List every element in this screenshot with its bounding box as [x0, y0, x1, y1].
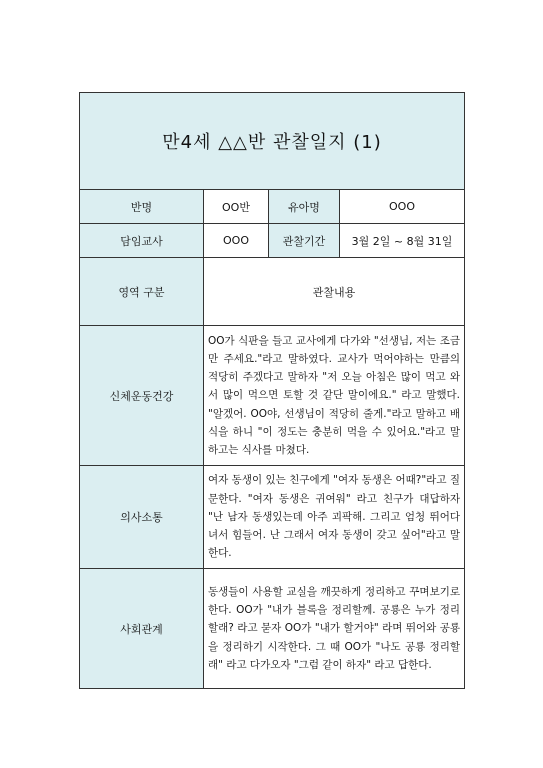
- table-row: [80, 466, 465, 569]
- teacher-label: 담임교사: [80, 224, 204, 258]
- observation-journal: [79, 92, 464, 689]
- area-communication: 의사소통: [80, 466, 204, 569]
- period-label: 관찰기간: [269, 224, 340, 258]
- class-label: 반명: [80, 190, 204, 224]
- table-row: [80, 326, 465, 466]
- observation-text: OO가 식판을 들고 교사에게 다가와 "선생님, 저는 조금만 주세요."라고 말하였다. 교사가 먹어야하는 만큼의 적당히 주겠다고 말하자 "저 오늘 아침은 많이 먹고 와서 많이 먹으면 토할 것 같단 말이에요." 라고 말했다. "알겠어. OO야, 선생님이 적당히 줄게."라고 말하고 배식을 하니 "이 정도는 충분히 먹을 수 있어요."라고 말하고는 식사를 마쳤다.: [204, 326, 465, 466]
- area-social-relations: 사회관계: [80, 569, 204, 689]
- page-title: 만4세 △△반 관찰일지 (1): [80, 93, 465, 190]
- period-value: 3월 2일 ~ 8월 31일: [340, 224, 465, 258]
- table-row: [80, 569, 465, 689]
- area-header: 영역 구분: [80, 258, 204, 326]
- journal-table: [79, 92, 465, 689]
- child-value: OOO: [340, 190, 465, 224]
- observation-text: 동생들이 사용할 교실을 깨끗하게 정리하고 꾸며보기로 한다. OO가 "내가 블록을 정리할께. 공룡은 누가 정리할래? 라고 묻자 OO가 "내가 할거야" 라며 뛰어와 공룡을 정리하기 시작한다. 그 때 OO가 "나도 공룡 정리할래" 라고 다가오자 "그럼 같이 하자" 라고 답한다.: [204, 569, 465, 689]
- child-label: 유아명: [269, 190, 340, 224]
- teacher-value: OOO: [204, 224, 269, 258]
- class-value: OO반: [204, 190, 269, 224]
- content-header: 관찰내용: [204, 258, 465, 326]
- observation-text: 여자 동생이 있는 친구에게 "여자 동생은 어때?"라고 질문한다. "여자 동생은 귀여워" 라고 친구가 대답하자 "난 남자 동생있는데 아주 괴팍해. 그리고 엄청 뛰어다녀서 힘들어. 난 그래서 여자 동생이 갖고 싶어"라고 말한다.: [204, 466, 465, 569]
- area-physical-health: 신체운동건강: [80, 326, 204, 466]
